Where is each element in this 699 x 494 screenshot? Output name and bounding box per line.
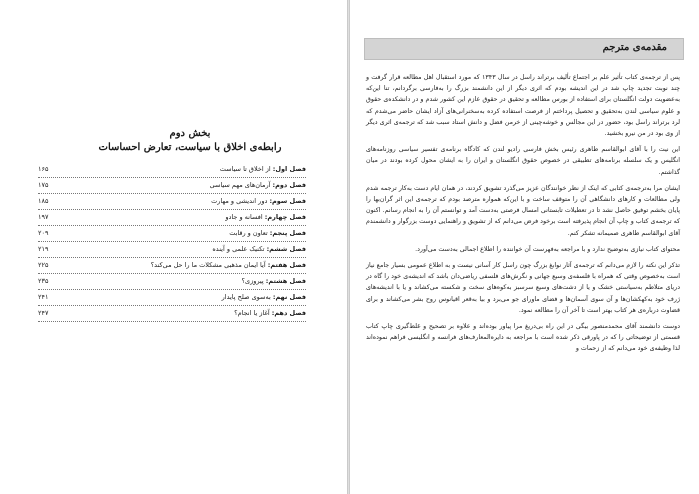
toc-chapter-name: آغاز یا انجام؟: [234, 309, 270, 317]
toc-chapter-label: فصل دهم:: [271, 309, 306, 317]
toc-chapter-label: فصل سوم:: [269, 197, 306, 205]
preface-paragraph: ایشان مرا به‌ترجمه‌ی کتابی که اینک از نظر خوانندگان عزیز می‌گذرد تشویق کردند، در همان ایام دست به‌کار ترجمه شدم ولی مطالعات و کارهای دانشگاهی آن را متوقف ساخت و با این‌که همواره مترصد بودم که ترجمه‌ی این اثر گران‌بها را پایان بخشم توفیق حاصل نشد تا در تعطیلات تابستانی امسال فرصتی به‌دست آمد و توانستم آن را به انجام رسانم. اکنون که ترجمه‌ی کتاب و چاپ آن انجام پذیرفته است برخود فرض می‌دانم که از تشویق و راهنمایی دوست بزرگوار و دانشمندم آقای ابوالقاسم طاهری صمیمانه تشکر کنم.: [366, 184, 680, 237]
toc-row: [38, 226, 306, 242]
toc-chapter-title: [231, 306, 306, 321]
preface-heading-box: [364, 38, 684, 60]
preface-paragraph: پس از ترجمه‌ی کتاب تأثیر علم بر اجتماع تألیف برتراند راسل در سال ۱۳۴۳ که مورد استقبال اهل مطالعه قرار گرفت و چند نوبت تجدید چاپ شد در این اندیشه بودم که اثری دیگر از این دانشمند بزرگ را به‌فارسی برگردانم، تنا این‌که به‌عضویت دولت انگلستان برای استفاده از بورس مطالعه و تحقیق در حقوق عازم این کشور شدم و در دانشکده‌ی حقوق و علوم سیاسی لندن به‌تحقیق و تحصیل پرداختم از فرصت استفاده کرده به‌سخنرانی‌های آزاد ایشان حاضر می‌شدم که لرد برتراند راسل بود، حضور در این مجالس و خوشه‌چینی از خرمن فضل و دانش استاد سبب شد که ترجمه‌ی اثری دیگر از وی بود در من نیرو بخشید.: [366, 74, 680, 138]
toc-page-number: ۱۷۵: [38, 178, 51, 193]
toc-chapter-name: آرمان‌های مهم سیاسی: [209, 181, 271, 189]
toc-chapter-name: از اخلاق تا سیاست: [219, 165, 271, 173]
toc-chapter-name: دور اندیشی و مهارت: [211, 197, 268, 205]
toc-chapter-title: [209, 242, 306, 257]
toc-page-number: ۱۶۵: [38, 162, 51, 177]
preface-paragraph: این نیت را با آقای ابوالقاسم طاهری رئیس بخش فارسی رادیو لندن که کادگاه برنامه‌ی تفسیر سیاسی روزنامه‌های انگلیس و یک سلسله برنامه‌های تطبیقی در خصوص حقوق انگلستان و ایران را به ایشان محول کرده بودند در میان گذاشتم.: [366, 146, 680, 176]
toc-page-number: ۲۳۵: [38, 274, 51, 289]
toc-chapter-title: [148, 258, 306, 273]
toc-chapter-name: تکنیک علمی و آینده: [212, 245, 265, 253]
toc-chapter-name: تعاون و رقابت: [229, 229, 268, 237]
toc-chapter-title: [217, 162, 306, 177]
toc-chapter-label: فصل هشتم:: [265, 277, 306, 285]
part-title: بخش دوم: [169, 128, 211, 139]
toc-chapter-label: فصل پنجم:: [269, 229, 306, 237]
table-of-contents: [38, 162, 306, 322]
toc-page-number: ۲۴۷: [38, 306, 51, 321]
preface-paragraph: دوست دانشمند آقای محمدمنصور بیگی در این راه بی‌دریغ مرا پیاور بوده‌اند و علاوه بر تصحیح و غلط‌گیری چاپ کتاب قسمتی از توضیحاتی را که در پاورقی ذکر شده است با مراجعه به دایره‌المعارف‌های فرانسه و انگلیسی فراهم نموده‌اند لذا وظیفه‌ی خود می‌دانم که از زحمات و: [366, 323, 680, 353]
preface-title: مقدمه‌ی مترجم: [602, 42, 667, 53]
toc-row: [38, 290, 306, 306]
toc-chapter-title: [222, 210, 306, 225]
toc-chapter-label: فصل چهارم:: [264, 213, 306, 221]
toc-chapter-name: به‌سوی صلح پایدار: [221, 293, 271, 301]
right-page: [350, 0, 699, 494]
toc-row: [38, 258, 306, 274]
toc-row: [38, 162, 306, 178]
toc-row: [38, 242, 306, 258]
toc-chapter-name: آیا ایمان مذهبی مشکلات ما را حل می‌کند؟: [150, 261, 266, 269]
toc-chapter-name: پیروزی؟: [241, 277, 264, 285]
toc-page-number: ۲۲۵: [38, 258, 51, 273]
toc-chapter-label: فصل دوم:: [272, 181, 306, 189]
toc-row: [38, 194, 306, 210]
toc-chapter-title: [226, 226, 306, 241]
toc-page-number: ۱۸۵: [38, 194, 51, 209]
toc-chapter-title: [239, 274, 306, 289]
toc-chapter-title: [208, 194, 306, 209]
toc-page-number: ۱۹۷: [38, 210, 51, 225]
toc-row: [38, 274, 306, 290]
toc-chapter-title: [207, 178, 306, 193]
toc-chapter-label: فصل اول:: [272, 165, 306, 173]
part-subtitle: رابطه‌ی اخلاق با سیاست، تعارض احساسات: [98, 142, 282, 153]
toc-chapter-label: فصل ششم:: [266, 245, 306, 253]
toc-chapter-label: فصل هفتم:: [267, 261, 306, 269]
toc-page-number: ۲۱۹: [38, 242, 51, 257]
toc-chapter-label: فصل نهم:: [272, 293, 306, 301]
toc-row: [38, 178, 306, 194]
preface-paragraph: تذکر این نکته را لازم می‌دانم که ترجمه‌ی آثار نوابغ بزرگ چون راسل کار آسانی نیست و به اطلاع عمومی بسیار جامع نیاز است به‌خصوص وقتی که همراه با فلسفه‌ی وسیع جهانی و نگرش‌های فلسفی ریاضی‌دان باشد که اندیشه‌ی خود را گاه در دریای متلاطم به‌سیاستی خشک و یا از دشت‌های وسیع سرسبز به‌کوه‌های سخت و شکسته می‌کشاند و یا با اندیشه‌های ژرف خود به‌کهکشان‌ها و آن سوی آسمان‌ها و فضای ماورای جو می‌برد و بیا به‌قعر اقیانوس روح بشر می‌کشاند و برای قضاوت درباره‌ی هر کتاب بهتر است تا آخر آن را مطالعه نمود.: [366, 262, 680, 314]
toc-page-number: ۲۰۹: [38, 226, 51, 241]
toc-row: [38, 210, 306, 226]
toc-row: [38, 306, 306, 322]
toc-page-number: ۲۴۱: [38, 290, 51, 305]
left-page: [0, 0, 348, 494]
toc-chapter-title: [219, 290, 306, 305]
preface-paragraph: محتوای کتاب نیازی به‌توضیح ندارد و با مراجعه به‌فهرست آن خواننده را اطلاع اجمالی به‌دست می‌آورد.: [415, 245, 680, 253]
preface-body: [366, 72, 680, 360]
toc-chapter-name: افسانه و جادو: [225, 213, 263, 221]
